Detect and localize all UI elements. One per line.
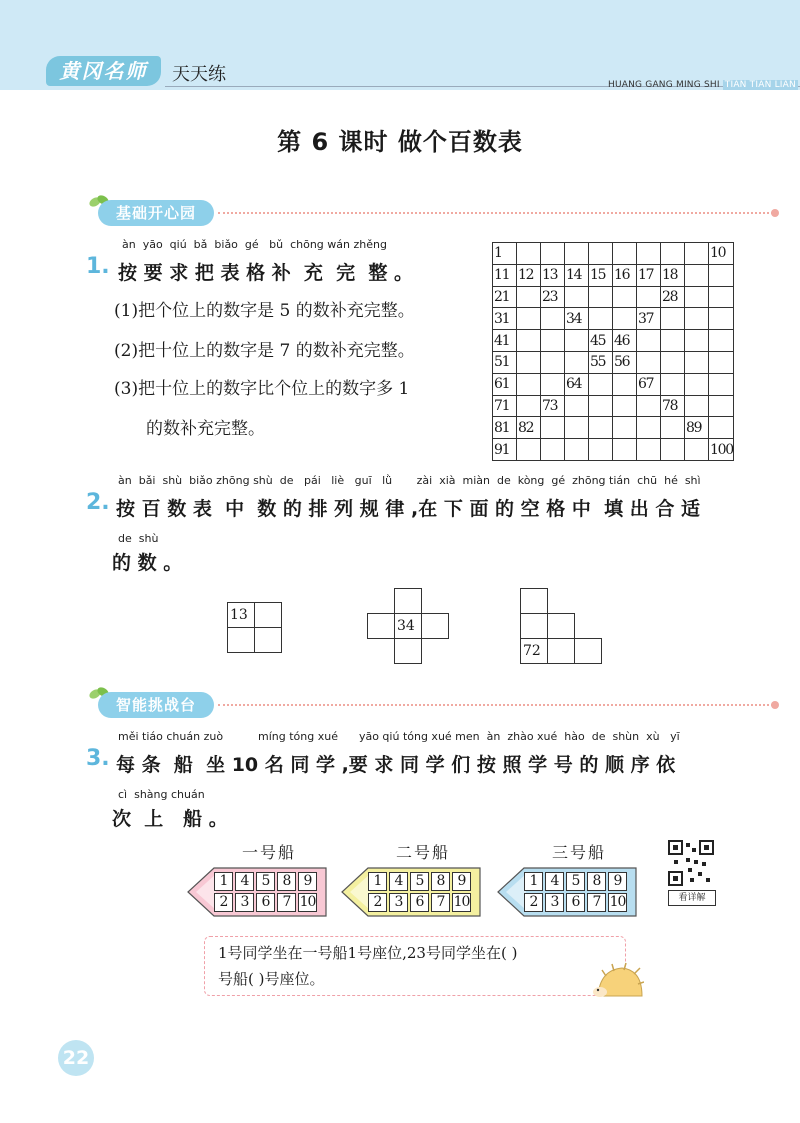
hundred-table-cell: 12 [517, 264, 541, 286]
answer-line2: 号船( )号座位。 [218, 970, 325, 988]
boat-seat: 10 [299, 894, 316, 910]
hundred-table-cell[interactable] [661, 330, 685, 352]
shape-cell[interactable] [521, 614, 548, 639]
boat-seat: 4 [545, 872, 564, 891]
hundred-table-row [493, 351, 734, 373]
q3-text2: 次 上 船 。 [112, 808, 228, 830]
boat-seat: 5 [256, 872, 275, 891]
hundred-table-cell: 51 [493, 351, 517, 373]
shape-cell[interactable] [575, 639, 602, 664]
hundred-table-cell[interactable] [685, 308, 709, 330]
hundred-table-cell[interactable] [517, 395, 541, 417]
hundred-table-cell: 14 [565, 264, 589, 286]
hundred-table-cell[interactable] [613, 308, 637, 330]
hundred-table-cell: 11 [493, 264, 517, 286]
hundred-table-cell[interactable] [685, 264, 709, 286]
boat-seat: 5 [566, 872, 585, 891]
series-name: 天天练 [172, 64, 226, 85]
header-english-tag: TIAN TIAN LIAN [724, 80, 796, 90]
boat-seat: 2 [214, 893, 233, 912]
boat-seat: 9 [298, 872, 317, 891]
hundred-table-cell[interactable] [589, 439, 613, 461]
hundred-table-cell[interactable] [637, 439, 661, 461]
boat-seats [522, 870, 629, 914]
boat-seat: 1 [214, 872, 233, 891]
hundred-table-cell[interactable] [517, 330, 541, 352]
hundred-table-cell[interactable] [709, 264, 734, 286]
boat-seat: 4 [389, 872, 408, 891]
shape-cell: 13 [228, 603, 255, 628]
section-banner-basic [88, 200, 788, 226]
shape-cell[interactable] [395, 589, 422, 614]
hundred-table-row [493, 308, 734, 330]
boat-seat: 7 [431, 893, 450, 912]
boat-seat-row [524, 872, 627, 891]
hundred-table-cell[interactable] [709, 395, 734, 417]
header-english [608, 80, 798, 90]
section-banner-challenge [88, 692, 788, 718]
hundred-table-cell: 21 [493, 286, 517, 308]
q3-pinyin1: měi tiáo chuán zuò míng tóng xué yāo qiú tóng xué men àn zhào xué hào de shùn xù yī [118, 730, 680, 743]
shape-cell: 72 [521, 639, 548, 664]
boat-seats [366, 870, 473, 914]
section-dot-end [771, 209, 779, 217]
q1-sub3b: 的数补充完整。 [146, 419, 265, 439]
hundred-table-cell: 45 [589, 330, 613, 352]
boat-seat: 1 [368, 872, 387, 891]
header-english-text: HUANG GANG MING SHI [608, 80, 720, 90]
hundred-table-cell[interactable] [661, 351, 685, 373]
hundred-table-cell[interactable] [565, 439, 589, 461]
q2-pinyin2: de shù [118, 532, 159, 545]
hundred-table-cell[interactable] [517, 286, 541, 308]
hundred-table-cell[interactable] [685, 373, 709, 395]
hundred-table-cell: 55 [589, 351, 613, 373]
q2-text1: 按 百 数 表 中 数 的 排 列 规 律 ,在 下 面 的 空 格 中 填 出 合 适 [116, 498, 700, 520]
q2-pinyin1: àn bǎi shù biǎo zhōng shù de pái liè guī lǜ zài xià miàn de kòng gé zhōng tián chū hé shì [118, 474, 701, 487]
shape-cell[interactable] [548, 639, 575, 664]
boat-seat: 6 [256, 893, 275, 912]
boat-seat: 6 [566, 893, 585, 912]
boat-seat-row [368, 872, 471, 891]
hundred-table-cell[interactable] [709, 373, 734, 395]
hundred-table [492, 242, 734, 461]
boat-seat: 9 [452, 872, 471, 891]
boat-seat: 7 [277, 893, 296, 912]
hundred-table-cell[interactable] [709, 286, 734, 308]
hundred-table-cell[interactable] [685, 286, 709, 308]
boat-seat: 2 [524, 893, 543, 912]
hundred-table-cell: 15 [589, 264, 613, 286]
hundred-table-cell[interactable] [517, 439, 541, 461]
hundred-table-cell[interactable] [565, 286, 589, 308]
shape-cell[interactable] [255, 628, 282, 653]
shape-cell[interactable] [521, 589, 548, 614]
hundred-table-cell[interactable] [661, 243, 685, 265]
hundred-table-cell[interactable] [517, 243, 541, 265]
hundred-table-cell: 78 [661, 395, 685, 417]
hundred-table-cell[interactable] [541, 351, 565, 373]
shape-cell[interactable] [422, 614, 449, 639]
shape-cell[interactable] [395, 639, 422, 664]
boat-name: 一号船 [242, 843, 297, 862]
hundred-table-cell[interactable] [637, 351, 661, 373]
hundred-table-cell: 10 [709, 243, 734, 265]
q3-pinyin2: cì shàng chuán [118, 788, 205, 801]
shape-cell[interactable] [228, 628, 255, 653]
hundred-table-cell[interactable] [565, 351, 589, 373]
hundred-table-cell[interactable] [613, 439, 637, 461]
brand-logo: 黄冈名师 [46, 56, 161, 86]
q3-text1: 每 条 船 坐 10 名 同 学 ,要 求 同 学 们 按 照 学 号 的 顺 序 依 [116, 754, 676, 776]
hundred-table-row [493, 286, 734, 308]
hundred-table-row [493, 395, 734, 417]
answer-line1: 1号同学坐在一号船1号座位,23号同学坐在( ) [218, 944, 518, 962]
hundred-table-cell[interactable] [709, 330, 734, 352]
hundred-table-cell[interactable] [517, 351, 541, 373]
hundred-table-cell: 23 [541, 286, 565, 308]
hundred-table-cell: 41 [493, 330, 517, 352]
shape-l [520, 588, 602, 664]
hundred-table-cell[interactable] [541, 439, 565, 461]
hundred-table-cell: 46 [613, 330, 637, 352]
boat-name: 二号船 [396, 843, 451, 862]
boat-seat: 1 [524, 872, 543, 891]
hundred-table-cell: 89 [685, 417, 709, 439]
hundred-table-cell[interactable] [709, 417, 734, 439]
hundred-table-cell: 34 [565, 308, 589, 330]
hundred-table-cell[interactable] [661, 417, 685, 439]
boat-seat: 5 [410, 872, 429, 891]
hundred-table-cell[interactable] [541, 417, 565, 439]
hundred-table-cell[interactable] [565, 395, 589, 417]
qr-code-icon [668, 840, 714, 886]
hundred-table-cell[interactable] [613, 417, 637, 439]
hundred-table-cell: 71 [493, 395, 517, 417]
boat-seat: 3 [389, 893, 408, 912]
hundred-table-cell[interactable] [637, 330, 661, 352]
hundred-table-cell[interactable] [613, 373, 637, 395]
boat-seat: 3 [235, 893, 254, 912]
hundred-table-cell: 1 [493, 243, 517, 265]
boat-name: 三号船 [552, 843, 607, 862]
qr-label[interactable]: 看详解 [668, 890, 716, 906]
boat-seat-row [368, 893, 471, 912]
hundred-table-cell[interactable] [589, 395, 613, 417]
hundred-table-cell[interactable] [565, 243, 589, 265]
hundred-table-cell[interactable] [613, 395, 637, 417]
hundred-table-cell: 18 [661, 264, 685, 286]
hundred-table-cell[interactable] [661, 373, 685, 395]
hundred-table-cell[interactable] [541, 330, 565, 352]
q1-number: 1. [86, 254, 110, 279]
hundred-table-cell: 37 [637, 308, 661, 330]
hundred-table-cell: 16 [613, 264, 637, 286]
boat-seat-row [214, 872, 317, 891]
hundred-table-cell[interactable] [541, 308, 565, 330]
hundred-table-cell[interactable] [589, 286, 613, 308]
hundred-table-cell: 67 [637, 373, 661, 395]
hundred-table-cell[interactable] [637, 286, 661, 308]
hundred-table-row [493, 439, 734, 461]
hundred-table-cell: 100 [709, 439, 734, 461]
q3-number: 3. [86, 746, 110, 771]
section-title-basic: 基础开心园 [98, 200, 214, 226]
q2-number: 2. [86, 490, 110, 515]
boat-seat: 8 [277, 872, 296, 891]
hundred-table-cell[interactable] [589, 373, 613, 395]
boat-seats [212, 870, 319, 914]
hundred-table-cell: 81 [493, 417, 517, 439]
shape-cell[interactable] [368, 614, 395, 639]
hundred-table-cell: 31 [493, 308, 517, 330]
hundred-table-cell: 82 [517, 417, 541, 439]
hundred-table-row [493, 330, 734, 352]
boat-seat-row [214, 893, 317, 912]
page-number: 22 [58, 1040, 94, 1076]
hundred-table-cell[interactable] [709, 351, 734, 373]
hundred-table-cell: 17 [637, 264, 661, 286]
section-dot-end [771, 701, 779, 709]
hundred-table-cell[interactable] [613, 286, 637, 308]
hundred-table-cell[interactable] [517, 373, 541, 395]
section-title-challenge: 智能挑战台 [98, 692, 214, 718]
hundred-table-cell[interactable] [661, 439, 685, 461]
hundred-table-cell[interactable] [589, 308, 613, 330]
shape-cross [367, 588, 449, 664]
q2-text2: 的 数 。 [112, 552, 183, 574]
hundred-table-cell[interactable] [637, 417, 661, 439]
shape-cell[interactable] [548, 614, 575, 639]
page-title: 第 6 课时 做个百数表 [277, 128, 523, 156]
hundred-table-cell[interactable] [541, 243, 565, 265]
boat-seat: 3 [545, 893, 564, 912]
hundred-table-cell: 13 [541, 264, 565, 286]
hundred-table-cell: 56 [613, 351, 637, 373]
boat-seat: 8 [431, 872, 450, 891]
hundred-table-cell[interactable] [685, 243, 709, 265]
hundred-table-cell: 28 [661, 286, 685, 308]
hundred-table-row [493, 243, 734, 265]
hundred-table-cell[interactable] [517, 308, 541, 330]
hundred-table-cell: 61 [493, 373, 517, 395]
hundred-table-cell[interactable] [589, 417, 613, 439]
hundred-table-cell[interactable] [541, 373, 565, 395]
boat-seat: 8 [587, 872, 606, 891]
hundred-table-cell[interactable] [589, 243, 613, 265]
hundred-table-cell: 91 [493, 439, 517, 461]
q1-sub1: (1)把个位上的数字是 5 的数补充完整。 [114, 301, 415, 321]
hundred-table-cell[interactable] [661, 308, 685, 330]
hundred-table-cell[interactable] [685, 351, 709, 373]
hundred-table-cell[interactable] [685, 395, 709, 417]
q1-sub3a: (3)把十位上的数字比个位上的数字多 1 [114, 379, 410, 399]
hundred-table-cell[interactable] [565, 330, 589, 352]
hundred-table-cell[interactable] [685, 330, 709, 352]
boat-seat: 10 [453, 894, 470, 910]
boat-seat: 10 [609, 894, 626, 910]
hundred-table-cell[interactable] [637, 395, 661, 417]
hundred-table-row [493, 264, 734, 286]
hundred-table-cell[interactable] [685, 439, 709, 461]
hundred-table-cell[interactable] [613, 243, 637, 265]
shape-square [227, 602, 282, 653]
q1-text: 按 要 求 把 表 格 补 充 完 整 。 [118, 262, 413, 284]
hundred-table-cell[interactable] [637, 243, 661, 265]
section-dots [218, 212, 773, 214]
hundred-table-row [493, 417, 734, 439]
hundred-table-cell: 64 [565, 373, 589, 395]
boat-seat: 2 [368, 893, 387, 912]
hundred-table-cell[interactable] [709, 308, 734, 330]
q1-pinyin: àn yāo qiú bǎ biǎo gé bǔ chōng wán zhěng [122, 238, 387, 251]
hundred-table-cell: 73 [541, 395, 565, 417]
section-dots [218, 704, 773, 706]
boat-seat: 7 [587, 893, 606, 912]
boat-seat-row [524, 893, 627, 912]
q1-sub2: (2)把十位上的数字是 7 的数补充完整。 [114, 341, 415, 361]
hedgehog-icon [592, 962, 644, 1002]
boat-seat: 9 [608, 872, 627, 891]
boat-seat: 6 [410, 893, 429, 912]
shape-cell[interactable] [255, 603, 282, 628]
hundred-table-cell[interactable] [565, 417, 589, 439]
shape-cell: 34 [395, 614, 422, 639]
hundred-table-row [493, 373, 734, 395]
boat-seat: 4 [235, 872, 254, 891]
